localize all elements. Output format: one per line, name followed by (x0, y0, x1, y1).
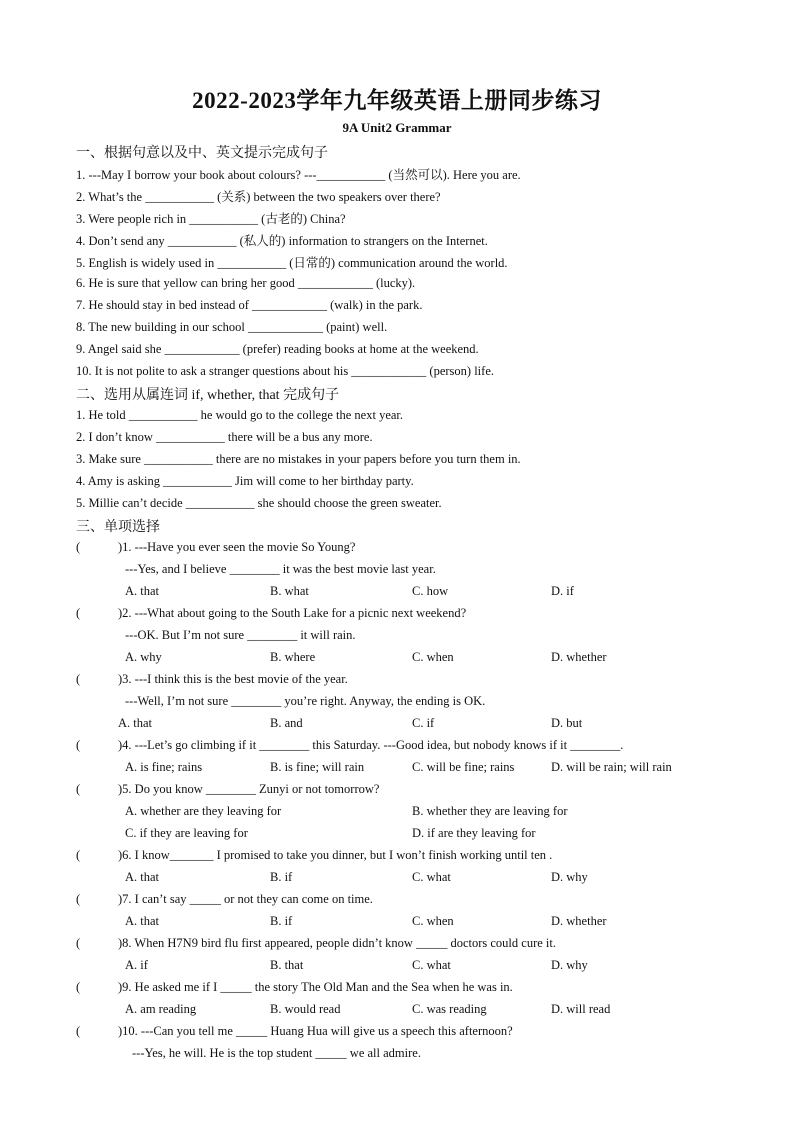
mcq-7-option-d: D. whether (551, 914, 607, 928)
mcq-question-10 (76, 1024, 513, 1039)
mcq-stem: )6. I know_______ I promised to take you dinner, but I won’t finish working until ten . (118, 848, 553, 862)
mcq-1-continuation: ---Yes, and I believe ________ it was the best movie last year. (125, 562, 436, 576)
s1-item-3: 3. Were people rich in ___________ (古老的) China? (76, 212, 346, 226)
mcq-9-option-c: C. was reading (412, 1002, 487, 1016)
mcq-stem: )3. ---I think this is the best movie of the year. (118, 672, 348, 686)
mcq-stem: )10. ---Can you tell me _____ Huang Hua will give us a speech this afternoon? (118, 1024, 513, 1038)
mcq-3-option-d: D. but (551, 716, 583, 730)
answer-paren: ( (76, 782, 81, 796)
mcq-question-4 (76, 738, 623, 753)
s1-item-10: 10. It is not polite to ask a stranger questions about his ____________ (person) life. (76, 364, 494, 378)
mcq-6-option-a: A. that (125, 870, 160, 884)
s1-item-8: 8. The new building in our school ____________ (paint) well. (76, 320, 388, 334)
mcq-stem: )2. ---What about going to the South Lake for a picnic next weekend? (118, 606, 467, 620)
mcq-6-option-d: D. why (551, 870, 588, 884)
mcq-5-option-a: A. whether are they leaving for (125, 804, 282, 818)
s1-item-2: 2. What’s the ___________ (关系) between the two speakers over there? (76, 190, 441, 204)
s2-item-5: 5. Millie can’t decide ___________ she should choose the green sweater. (76, 496, 442, 510)
mcq-stem: )8. When H7N9 bird flu first appeared, people didn’t know _____ doctors could cure it. (118, 936, 556, 950)
mcq-stem: )7. I can’t say _____ or not they can come on time. (118, 892, 373, 906)
mcq-question-7 (76, 892, 373, 907)
answer-paren: ( (76, 1024, 81, 1038)
mcq-question-8 (76, 936, 556, 951)
mcq-3-options (0, 716, 794, 734)
s1-item-5: 5. English is widely used in ___________ (日常的) communication around the world. (76, 256, 508, 270)
mcq-7-option-c: C. when (412, 914, 454, 928)
s1-item-7: 7. He should stay in bed instead of ____________ (walk) in the park. (76, 298, 423, 312)
mcq-stem: )1. ---Have you ever seen the movie So Young? (118, 540, 356, 554)
mcq-4-option-d: D. will be rain; will rain (551, 760, 672, 774)
mcq-question-6 (76, 848, 552, 863)
answer-paren: ( (76, 892, 81, 906)
mcq-1-option-a: A. that (125, 584, 160, 598)
mcq-2-options (0, 650, 794, 668)
mcq-5-option-d: D. if are they leaving for (412, 826, 536, 840)
mcq-1-options (0, 584, 794, 602)
mcq-9-option-a: A. am reading (125, 1002, 197, 1016)
mcq-question-3 (76, 672, 348, 687)
answer-paren: ( (76, 540, 81, 554)
s2-item-3: 3. Make sure ___________ there are no mistakes in your papers before you turn them in. (76, 452, 521, 466)
mcq-stem: )5. Do you know ________ Zunyi or not tomorrow? (118, 782, 380, 796)
mcq-9-option-d: D. will read (551, 1002, 611, 1016)
mcq-9-option-b: B. would read (270, 1002, 341, 1016)
section-2-heading: 二、选用从属连词 if, whether, that 完成句子 (76, 388, 340, 403)
answer-paren: ( (76, 606, 81, 620)
mcq-7-option-b: B. if (270, 914, 293, 928)
mcq-6-option-c: C. what (412, 870, 451, 884)
s1-item-1: 1. ---May I borrow your book about colours? ---___________ (当然可以). Here you are. (76, 168, 521, 182)
mcq-1-option-b: B. what (270, 584, 309, 598)
mcq-8-option-b: B. that (270, 958, 304, 972)
mcq-stem: )4. ---Let’s go climbing if it ________ this Saturday. ---Good idea, but nobody knows if it ________. (118, 738, 624, 752)
mcq-2-option-c: C. when (412, 650, 454, 664)
mcq-4-options (0, 760, 794, 778)
mcq-8-option-a: A. if (125, 958, 148, 972)
mcq-3-option-a: A. that (118, 716, 153, 730)
answer-paren: ( (76, 672, 81, 686)
s1-item-9: 9. Angel said she ____________ (prefer) reading books at home at the weekend. (76, 342, 479, 356)
mcq-question-5 (76, 782, 379, 797)
s2-item-4: 4. Amy is asking ___________ Jim will come to her birthday party. (76, 474, 414, 488)
mcq-question-9 (76, 980, 513, 995)
answer-paren: ( (76, 738, 81, 752)
s1-item-6: 6. He is sure that yellow can bring her good ____________ (lucky). (76, 276, 416, 290)
mcq-5-option-b: B. whether they are leaving for (412, 804, 568, 818)
mcq-question-2 (76, 606, 466, 621)
mcq-8-option-c: C. what (412, 958, 451, 972)
mcq-7-options (0, 914, 794, 932)
mcq-stem: )9. He asked me if I _____ the story The Old Man and the Sea when he was in. (118, 980, 513, 994)
mcq-6-options (0, 870, 794, 888)
page-subtitle: 9A Unit2 Grammar (342, 120, 452, 135)
mcq-2-option-a: A. why (125, 650, 162, 664)
mcq-10-continuation: ---Yes, he will. He is the top student _____ we all admire. (132, 1046, 421, 1060)
mcq-3-continuation: ---Well, I’m not sure ________ you’re right. Anyway, the ending is OK. (125, 694, 486, 708)
mcq-4-option-c: C. will be fine; rains (412, 760, 515, 774)
s1-item-4: 4. Don’t send any ___________ (私人的) information to strangers on the Internet. (76, 234, 488, 248)
answer-paren: ( (76, 980, 81, 994)
answer-paren: ( (76, 936, 81, 950)
mcq-3-option-b: B. and (270, 716, 303, 730)
mcq-question-1 (76, 540, 355, 555)
section-3-heading: 三、单项选择 (76, 520, 160, 535)
mcq-2-continuation: ---OK. But I’m not sure ________ it will rain. (125, 628, 356, 642)
mcq-2-option-b: B. where (270, 650, 316, 664)
section-1-heading: 一、根据句意以及中、英文提示完成句子 (76, 146, 328, 161)
mcq-5-options-row-2 (0, 826, 794, 844)
mcq-1-option-d: D. if (551, 584, 574, 598)
mcq-2-option-d: D. whether (551, 650, 607, 664)
page-title: 2022-2023学年九年级英语上册同步练习 (192, 88, 602, 113)
mcq-7-option-a: A. that (125, 914, 160, 928)
mcq-3-option-c: C. if (412, 716, 435, 730)
answer-paren: ( (76, 848, 81, 862)
s2-item-2: 2. I don’t know ___________ there will be a bus any more. (76, 430, 373, 444)
mcq-8-option-d: D. why (551, 958, 588, 972)
mcq-9-options (0, 1002, 794, 1020)
mcq-8-options (0, 958, 794, 976)
s2-item-1: 1. He told ___________ he would go to the college the next year. (76, 408, 404, 422)
mcq-5-option-c: C. if they are leaving for (125, 826, 248, 840)
mcq-6-option-b: B. if (270, 870, 293, 884)
mcq-1-option-c: C. how (412, 584, 449, 598)
mcq-5-options-row-1 (0, 804, 794, 822)
mcq-4-option-a: A. is fine; rains (125, 760, 203, 774)
mcq-4-option-b: B. is fine; will rain (270, 760, 365, 774)
